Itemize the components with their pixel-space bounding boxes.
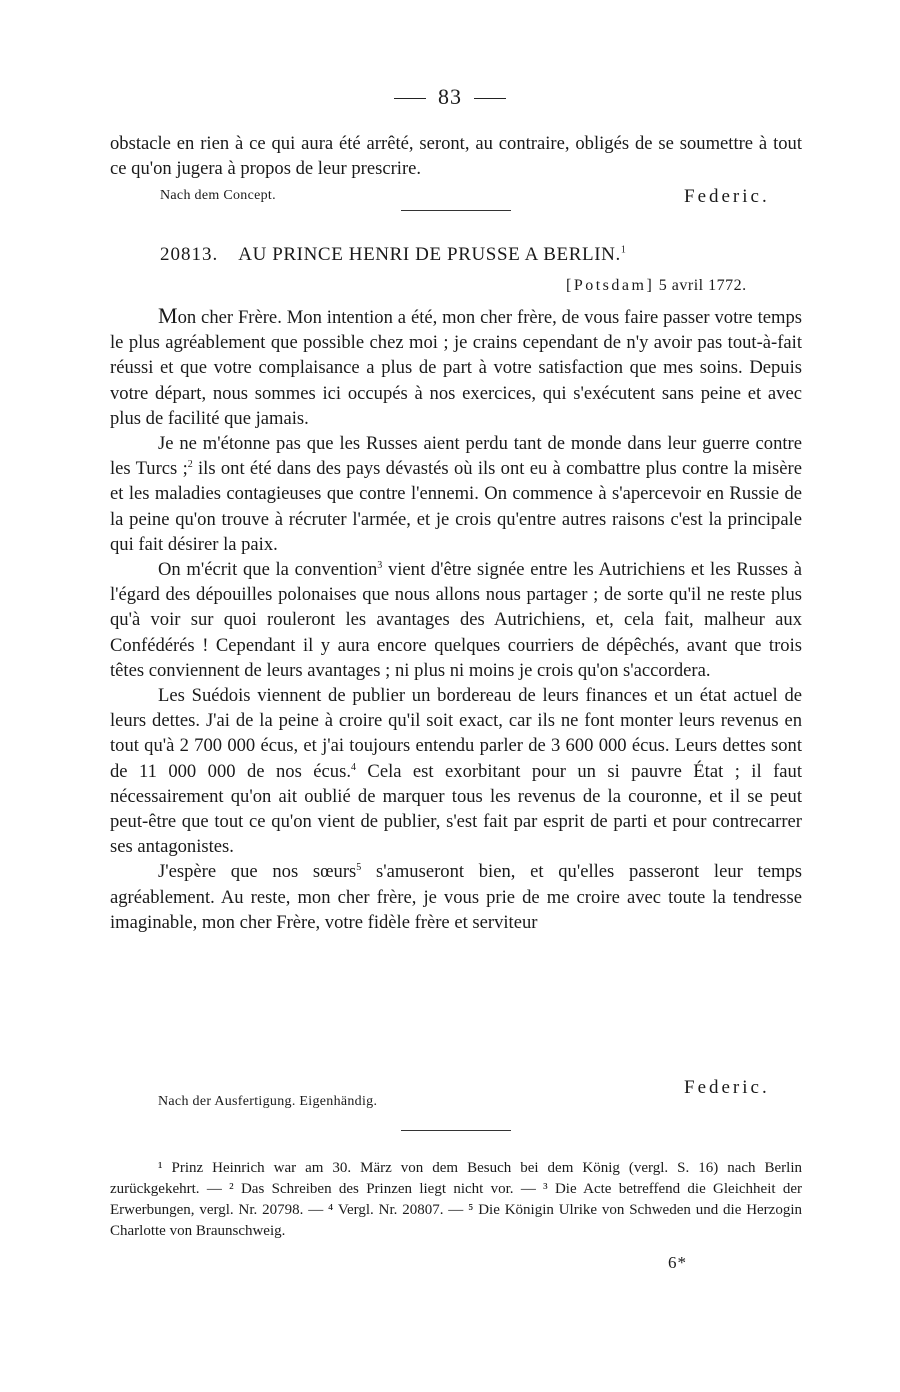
letter-place: [Potsdam] bbox=[566, 277, 655, 294]
footnotes-text: ¹ Prinz Heinrich war am 30. März von dem Besuch bei dem König (vergl. S. 16) nach Berlin zurückgekehrt. — ² Das Schreiben des Prinzen liegt nicht vor. — ³ Die Acte betreffend die Gleichheit der Erwerbungen, vergl. Nr. 20798. — ⁴ Vergl. Nr. 20807. — ⁵ Die Königin Ulrike von Schweden und die Herzogin Charlotte von Braunschweig. bbox=[110, 1160, 802, 1239]
footnote-ref-5: 5 bbox=[356, 862, 362, 874]
letter-body bbox=[110, 303, 802, 935]
initial-letter: M bbox=[158, 303, 178, 328]
page-header bbox=[0, 84, 900, 110]
letter-heading bbox=[160, 244, 626, 266]
paragraph-5 bbox=[110, 859, 802, 935]
paragraph-1-text: on cher Frère. Mon intention a été, mon cher frère, de vous faire passer votre temps le plus agréablement que possible chez moi ; je crains cependant de n'y avoir pas tout-à-fait réussi et que votre complaisance a plus de part à votre satisfaction que mes soins. Depuis votre départ, nous sommes ici occupés à nos exercices, qui s'exécutent sans peine et avec plus de facilité que jamais. bbox=[110, 307, 802, 429]
paragraph-1 bbox=[110, 303, 802, 431]
previous-letter-ending bbox=[110, 131, 802, 181]
header-dash-right bbox=[474, 98, 506, 99]
paragraph-3-text-a: On m'écrit que la convention bbox=[158, 559, 378, 581]
previous-letter-text: obstacle en rien à ce qui aura été arrêté, seront, au contraire, obligés de se soumettre à tout ce qu'on jugera à propos de leur prescrire. bbox=[110, 133, 802, 180]
letter-date: 5 avril 1772. bbox=[658, 277, 747, 294]
paragraph-3-text-b: vient d'être signée entre les Autrichiens et les Russes à l'égard des dépouilles polonaises que nous allons nous partager ; de sorte qu'il ne reste plus qu'à voir sur quoi rouleront les avantages des Autrichiens, et, cela fait, malheur aux Confédérés ! Cependant il y aura encore quelques courriers de dépêchés, avant que trois têtes conviennent de leurs avantages ; ni plus ni moins je crois qu'on s'accordera. bbox=[110, 559, 802, 681]
paragraph-2-text-a: Je ne m'étonne pas que les Russes aient perdu tant de monde dans leur guerre contre les Turcs ; bbox=[110, 433, 802, 480]
page-number: 83 bbox=[438, 84, 462, 109]
letter-dateline bbox=[566, 277, 747, 295]
paragraph-3 bbox=[110, 557, 802, 683]
header-dash-left bbox=[394, 98, 426, 99]
letter-number: 20813. bbox=[160, 244, 219, 265]
paragraph-2-text-b: ils ont été dans des pays dévastés où ils ont eu à combattre plus contre la misère et les maladies contagieuses que contre l'ennemi. On commence à s'apercevoir en Russie de la peine qu'on trouve à récruter l'armée, et je crois qu'entre autres raisons c'est la principale qui fait désirer la paix. bbox=[110, 458, 802, 555]
paragraph-4-text-a: Les Suédois viennent de publier un bordereau de leurs finances et un état actuel de leurs dettes. J'ai de la peine à croire qu'il soit exact, car ils ne font monter leurs revenus en tout qu'à 2 700 000 écus, et j'ai toujours entendu parler de 3 600 000 écus. Leurs dettes sont de 11 000 000 de nos écus. bbox=[110, 685, 802, 782]
paragraph-4-text-b: Cela est exorbitant pour un si pauvre État ; il faut nécessairement qu'on ait oublié de marquer tous les revenus de la couronne, et il se peut peut-être que tout ce qu'on vient de publier, s'est fait par esprit de parti et pour contrecarrer ses antagonistes. bbox=[110, 760, 802, 858]
footnotes bbox=[110, 1158, 802, 1242]
paragraph-4 bbox=[110, 683, 802, 859]
footnote-ref-2: 2 bbox=[187, 459, 193, 471]
footnote-ref-4: 4 bbox=[350, 761, 356, 773]
source-note-concept: Nach dem Concept. bbox=[160, 188, 276, 203]
section-divider-top bbox=[401, 210, 511, 211]
section-divider-bottom bbox=[401, 1130, 511, 1131]
letter-title: AU PRINCE HENRI DE PRUSSE A BERLIN. bbox=[238, 244, 621, 265]
paragraph-2 bbox=[110, 431, 802, 557]
signature-letter: Federic. bbox=[684, 1077, 770, 1098]
signature-top: Federic. bbox=[684, 186, 770, 207]
source-note-original: Nach der Ausfertigung. Eigenhändig. bbox=[158, 1094, 378, 1109]
footnote-ref-1: 1 bbox=[620, 244, 627, 256]
paragraph-5-text-a: J'espère que nos sœurs bbox=[158, 861, 357, 883]
paragraph-5-text-b: s'amuseront bien, et qu'elles passeront leur temps agréablement. Au reste, mon cher frère, je vous prie de me croire avec toute la tendresse imaginable, mon cher Frère, votre fidèle frère et serviteur bbox=[110, 861, 802, 933]
footnote-ref-3: 3 bbox=[377, 559, 383, 571]
printer-signature-mark: 6* bbox=[668, 1253, 687, 1272]
